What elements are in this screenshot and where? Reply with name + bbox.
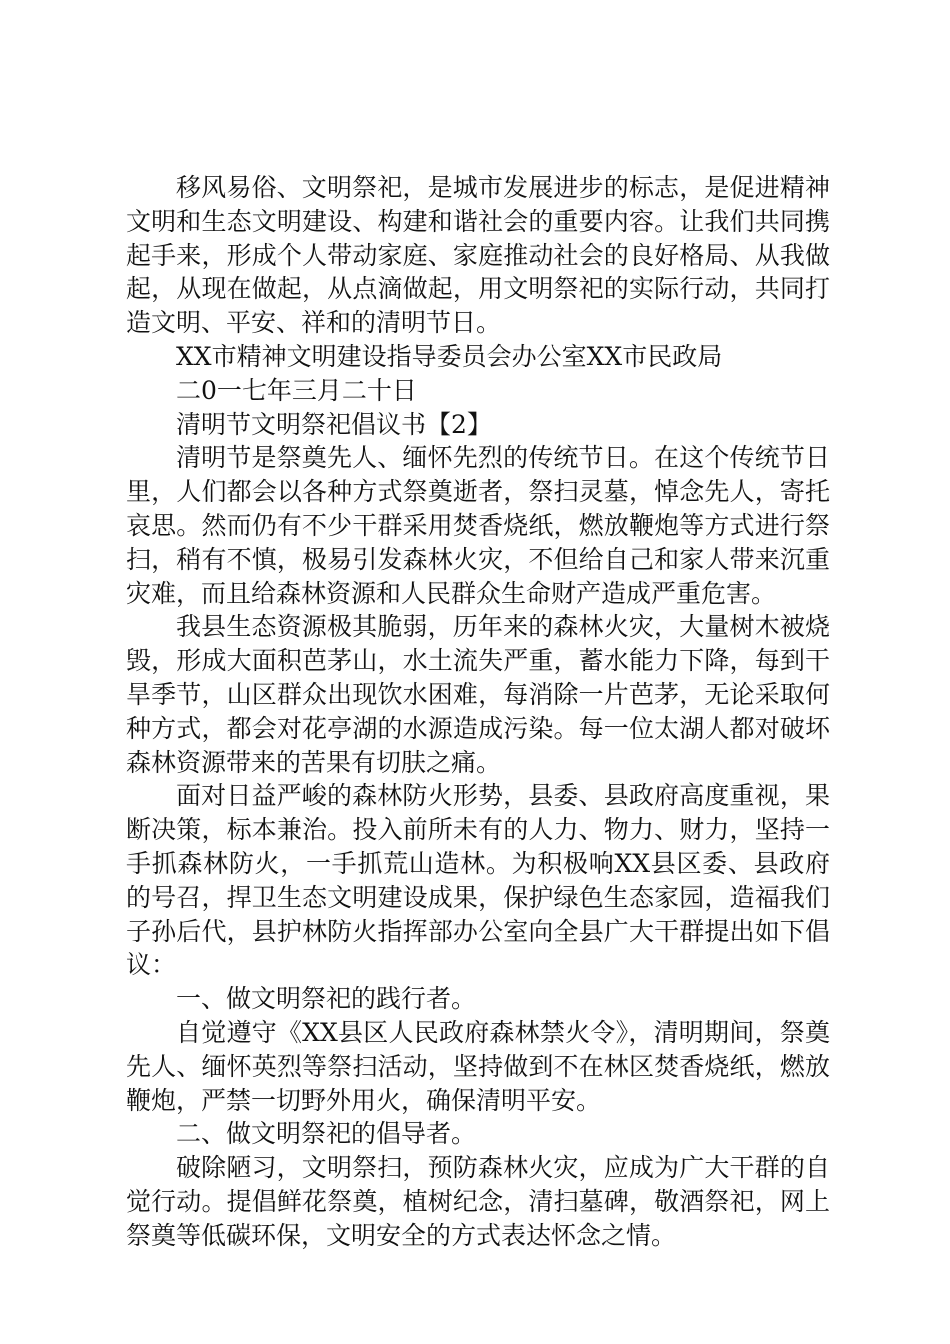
proposal-heading-1: 一、做文明祭祀的践行者。 (176, 984, 477, 1014)
signature-date: 二0一七年三月二十日 (176, 375, 417, 405)
proposal-body-1: 自觉遵守《XX县区人民政府森林禁火令》，清明期间，祭奠先人、缅怀英烈等祭扫活动，坚持做到不在林区焚香烧纸，燃放鞭炮，严禁一切野外用火，确保清明平安。 (126, 1017, 830, 1115)
section-title: 清明节文明祭祀倡议书【2】 (176, 409, 492, 439)
proposal-heading-2: 二、做文明祭祀的倡导者。 (176, 1119, 477, 1149)
document-body (126, 171, 830, 1253)
paragraph-measures: 面对日益严峻的森林防火形势，县委、县政府高度重视，果断决策，标本兼治。投入前所未有的人力、物力、财力，坚持一手抓森林防火，一手抓荒山造林。为积极响XX县区委、县政府的号召，捍卫生态文明建设成果，保护绿色生态家园，造福我们子孙后代，县护林防火指挥部办公室向全县广大干群提出如下倡议： (126, 781, 830, 980)
proposal-body-2: 破除陋习，文明祭扫，预防森林火灾，应成为广大干群的自觉行动。提倡鲜花祭奠，植树纪念，清扫墓碑，敬酒祭祀，网上祭奠等低碳环保，文明安全的方式表达怀念之情。 (126, 1153, 830, 1250)
paragraph-ecology: 我县生态资源极其脆弱，历年来的森林火灾，大量树木被烧毁，形成大面积芭茅山，水土流失严重，蓄水能力下降，每到干旱季节，山区群众出现饮水困难，每消除一片芭茅，无论采取何种方式，都会对花亭湖的水源造成污染。每一位太湖人都对破坏森林资源带来的苦果有切肤之痛。 (126, 612, 830, 777)
paragraph-intro: 清明节是祭奠先人、缅怀先烈的传统节日。在这个传统节日里，人们都会以各种方式祭奠逝者，祭扫灵墓，悼念先人，寄托哀思。然而仍有不少干群采用焚香烧纸，燃放鞭炮等方式进行祭扫，稍有不慎，极易引发森林火灾，不但给自己和家人带来沉重灾难，而且给森林资源和人民群众生命财产造成严重危害。 (126, 443, 830, 608)
paragraph-closing-appeal: 移风易俗、文明祭祀，是城市发展进步的标志，是促进精神文明和生态文明建设、构建和谐社会的重要内容。让我们共同携起手来，形成个人带动家庭、家庭推动社会的良好格局、从我做起，从现在做起，从点滴做起，用文明祭祀的实际行动，共同打造文明、平安、祥和的清明节日。 (126, 173, 830, 338)
signature-issuer: XX市精神文明建设指导委员会办公室XX市民政局 (176, 341, 723, 371)
